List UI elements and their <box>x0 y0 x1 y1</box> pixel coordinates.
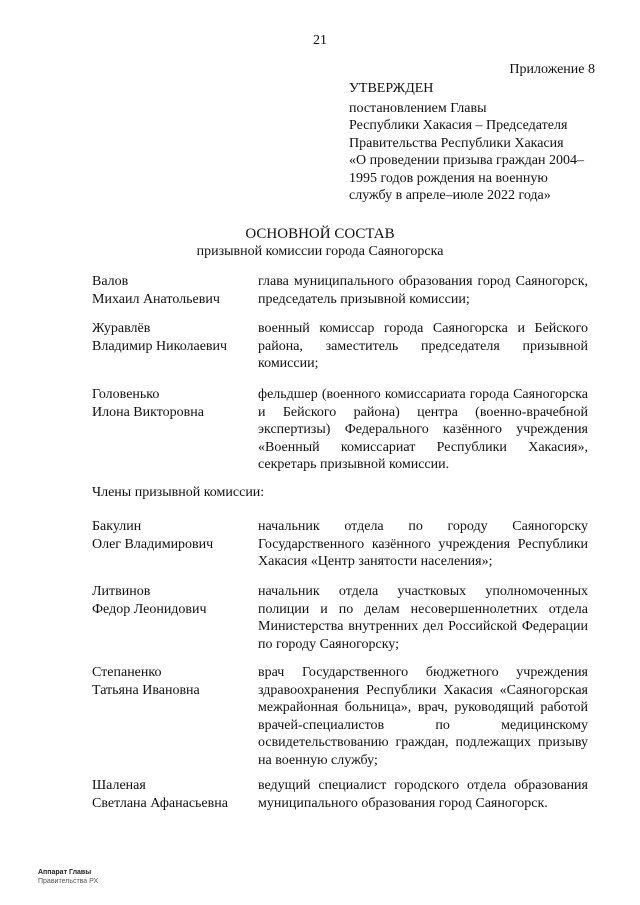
page-number: 21 <box>313 33 327 48</box>
person-role: начальник отдела участковых уполномоченных полиции и по делам несовершеннолетних отдела Министерства внутренних дел Российской Федерации по городу Саяногорску; <box>258 584 588 652</box>
given-names: Илона Викторовна <box>92 405 204 420</box>
person-role: фельдшер (военного комиссариата города Саяногорска и Бейского района) центра (военно-врачебной экспертизы) Федерального казённого учреждения «Военный комиссариат Республики Хакасия», секретарь призывной комиссии. <box>258 387 588 473</box>
given-names: Светлана Афанасьевна <box>92 796 228 811</box>
stamp-line: Правительства РХ <box>38 878 99 885</box>
person-name <box>92 583 258 653</box>
approval-line: Правительства Республики Хакасия <box>349 135 564 151</box>
appendix-label: Приложение 8 <box>509 62 595 77</box>
person-role: военный комиссар города Саяногорска и Бейского района, заместитель председателя призывной комиссии; <box>258 321 588 372</box>
commission-entry-secretary <box>92 386 592 474</box>
surname: Головенько <box>92 387 160 402</box>
person-role: ведущий специалист городского отдела образования муниципального образования город Саяногорск. <box>258 778 588 811</box>
commission-entry-deputy <box>92 320 592 373</box>
person-name <box>92 664 258 770</box>
approval-heading: УТВЕРЖДЕН <box>349 81 434 96</box>
commission-member <box>92 777 592 813</box>
person-name <box>92 777 258 813</box>
given-names: Михаил Анатольевич <box>92 292 220 307</box>
surname: Журавлёв <box>92 321 151 336</box>
given-names: Татьяна Ивановна <box>92 683 200 698</box>
person-role: врач Государственного бюджетного учреждения здравоохранения Республики Хакасия «Саяногорская межрайонная больница», врач, руководящий работой врачей-специалистов по медицинскому освидетельствованию граждан, подлежащих призыву на военную службу; <box>258 665 588 768</box>
surname: Бакулин <box>92 519 142 534</box>
surname: Литвинов <box>92 584 151 599</box>
title-sub: призывной комиссии города Саяногорска <box>196 244 444 259</box>
given-names: Олег Владимирович <box>92 537 214 552</box>
approval-line: Республики Хакасия – Председателя <box>349 118 568 134</box>
person-name <box>92 320 258 373</box>
members-heading: Члены призывной комиссии: <box>92 485 265 500</box>
person-name <box>92 518 258 571</box>
commission-member <box>92 583 592 653</box>
person-name <box>92 386 258 474</box>
approval-block <box>349 80 599 204</box>
surname: Степаненко <box>92 665 162 680</box>
commission-entry-chairman <box>92 273 592 309</box>
surname: Шаленая <box>92 778 146 793</box>
document-title <box>0 225 640 261</box>
approval-line: службу в апреле–июле 2022 года» <box>349 188 551 204</box>
title-main: ОСНОВНОЙ СОСТАВ <box>245 226 395 242</box>
person-role: глава муниципального образования город Саяногорск, председатель призывной комиссии; <box>258 274 588 307</box>
registry-stamp <box>38 868 158 886</box>
given-names: Федор Леонидович <box>92 602 207 617</box>
approval-line: «О проведении призыва граждан 2004– <box>349 153 584 169</box>
person-role: начальник отдела по городу Саяногорску Государственного казённого учреждения Республики Хакасия «Центр занятости населения»; <box>258 519 588 570</box>
person-name <box>92 273 258 309</box>
approval-line: постановлением Главы <box>349 101 487 116</box>
commission-member <box>92 664 592 770</box>
approval-line: 1995 годов рождения на военную <box>349 170 548 186</box>
stamp-line: Аппарат Главы <box>38 869 92 876</box>
surname: Валов <box>92 274 129 289</box>
given-names: Владимир Николаевич <box>92 339 228 354</box>
commission-member <box>92 518 592 571</box>
